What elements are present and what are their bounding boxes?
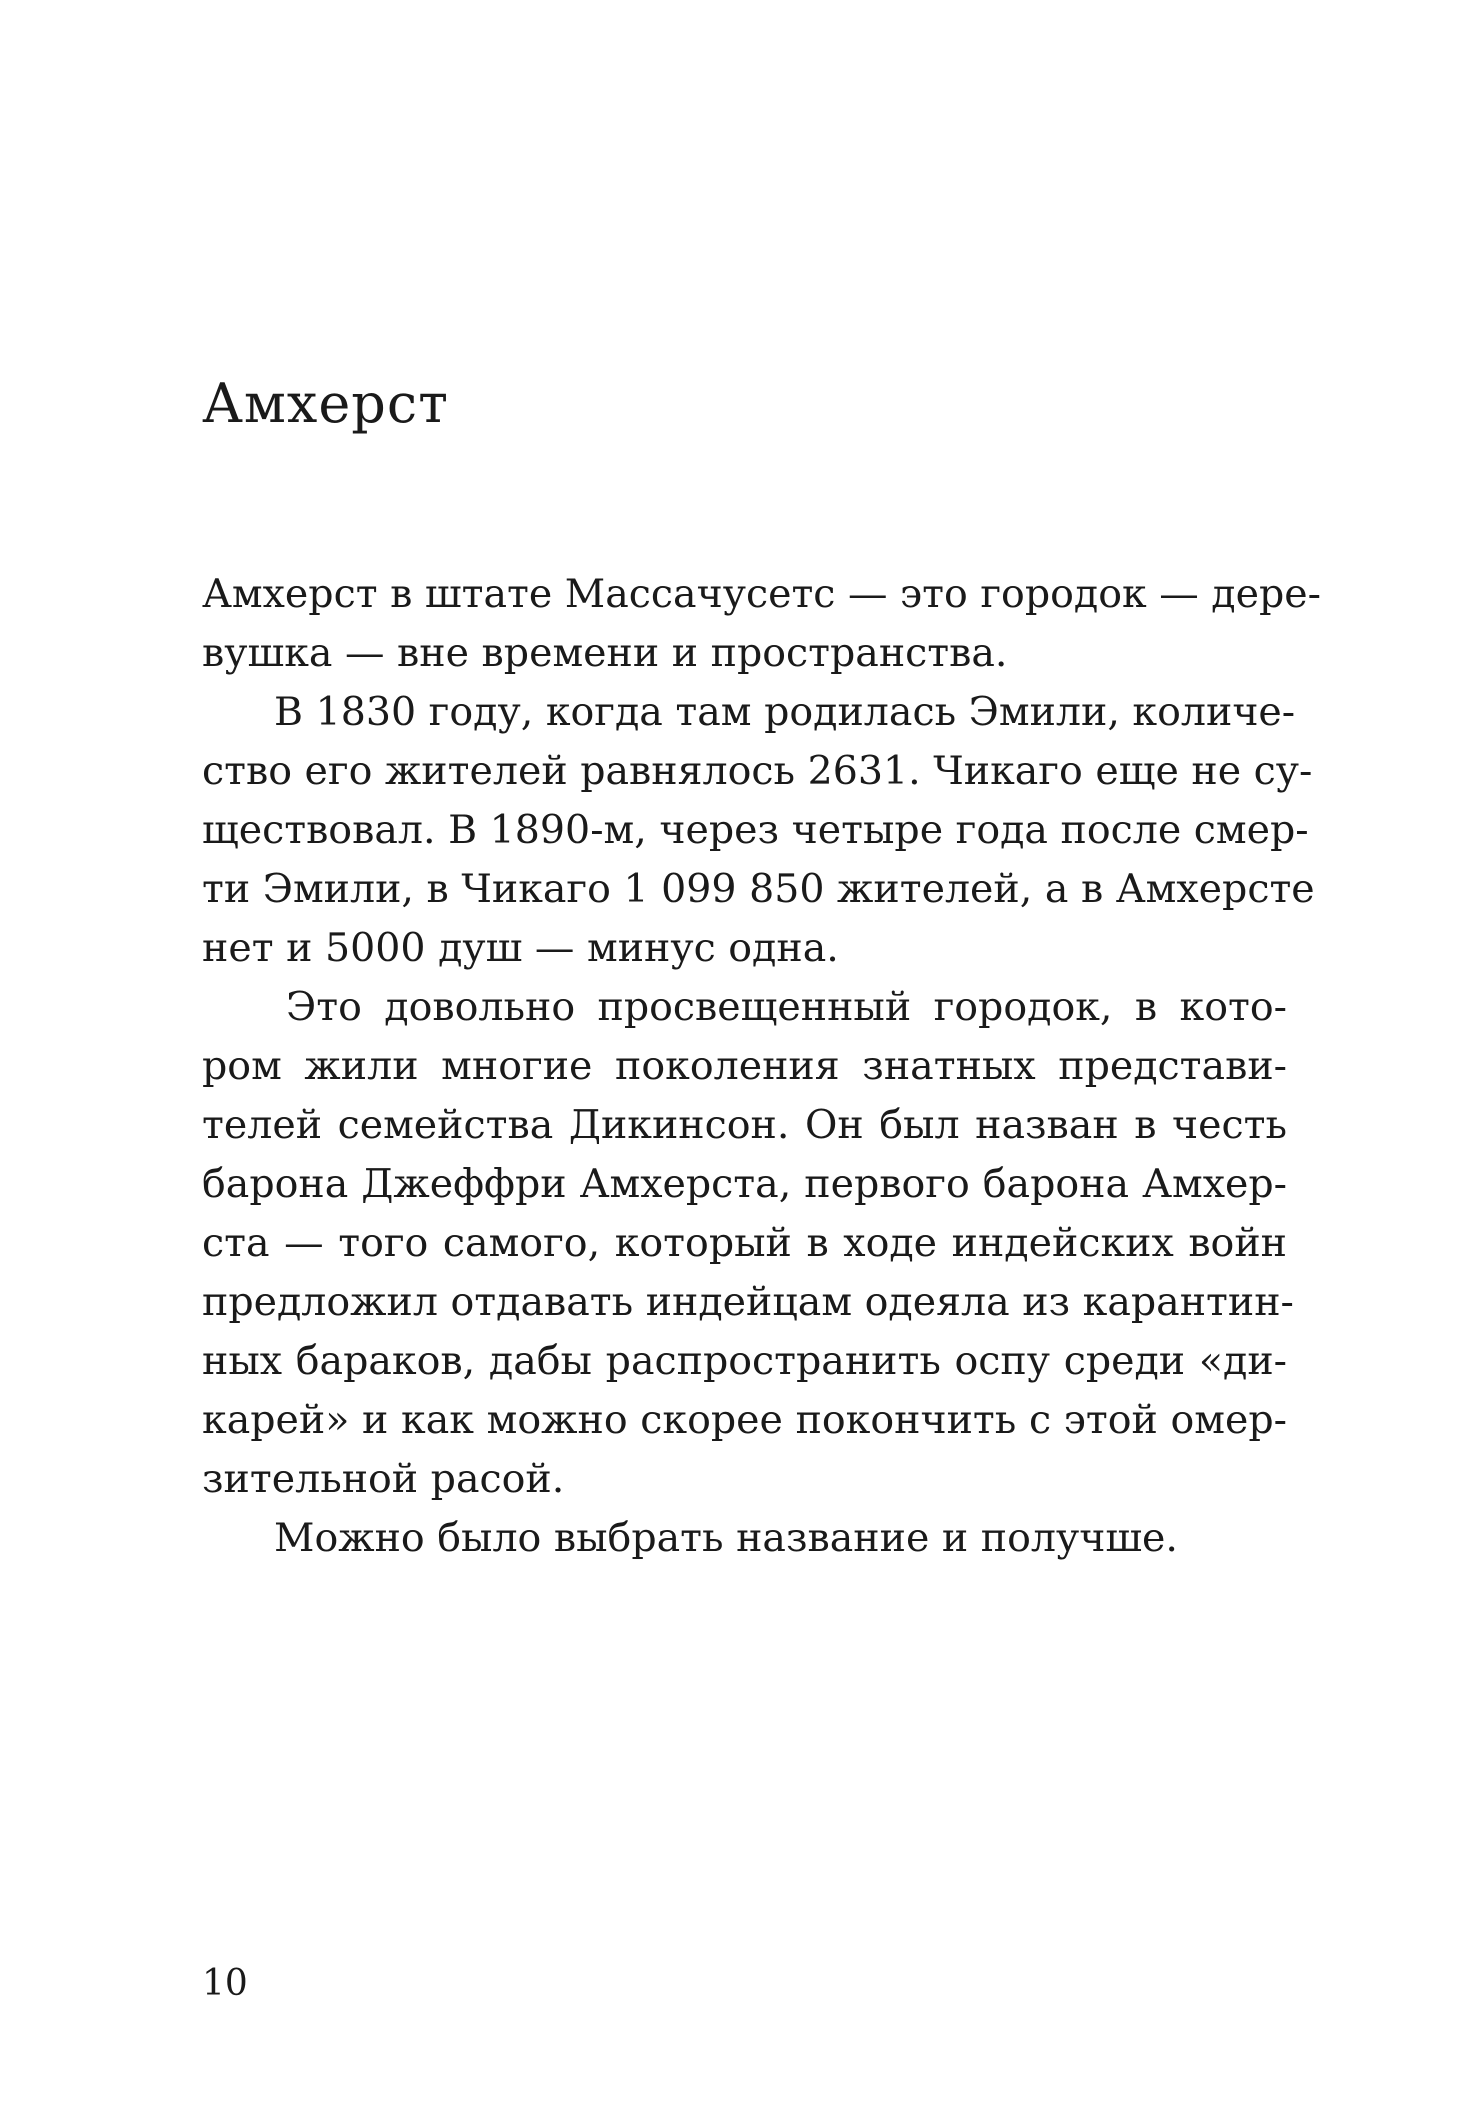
text-line: телей семейства Дикинсон. Он был назван в честь xyxy=(202,1102,1287,1148)
page-number: 10 xyxy=(202,1963,248,2004)
text-line: ществовал. В 1890-м, через четыре года после смер- xyxy=(202,807,1309,853)
text-line: ных бараков, дабы распространить оспу среди «ди- xyxy=(202,1338,1287,1384)
text-line: барона Джеффри Амхерста, первого барона Амхер- xyxy=(202,1161,1287,1207)
text-line: ста — того самого, который в ходе индейских войн xyxy=(202,1220,1287,1266)
text-line: предложил отдавать индейцам одеяла из карантин- xyxy=(202,1279,1294,1325)
chapter-title: Амхерст xyxy=(202,372,449,435)
text-line: карей» и как можно скорее покончить с этой омер- xyxy=(202,1397,1287,1443)
text-line: зительной расой. xyxy=(202,1456,565,1502)
text-line: Это довольно просвещенный городок, в кото- xyxy=(286,984,1287,1030)
text-line: В 1830 году, когда там родилась Эмили, количе- xyxy=(274,689,1296,735)
text-line: нет и 5000 душ — минус одна. xyxy=(202,925,839,971)
text-line: Можно было выбрать название и получше. xyxy=(274,1515,1178,1561)
text-line: ром жили многие поколения знатных представи- xyxy=(202,1043,1287,1089)
text-line: Амхерст в штате Массачусетс — это городок — дере- xyxy=(202,571,1321,617)
text-line: ство его жителей равнялось 2631. Чикаго еще не су- xyxy=(202,748,1313,794)
body-text xyxy=(202,565,1321,1568)
text-line: ти Эмили, в Чикаго 1 099 850 жителей, а в Амхерсте xyxy=(202,866,1315,912)
text-line: вушка — вне времени и пространства. xyxy=(202,630,1008,676)
